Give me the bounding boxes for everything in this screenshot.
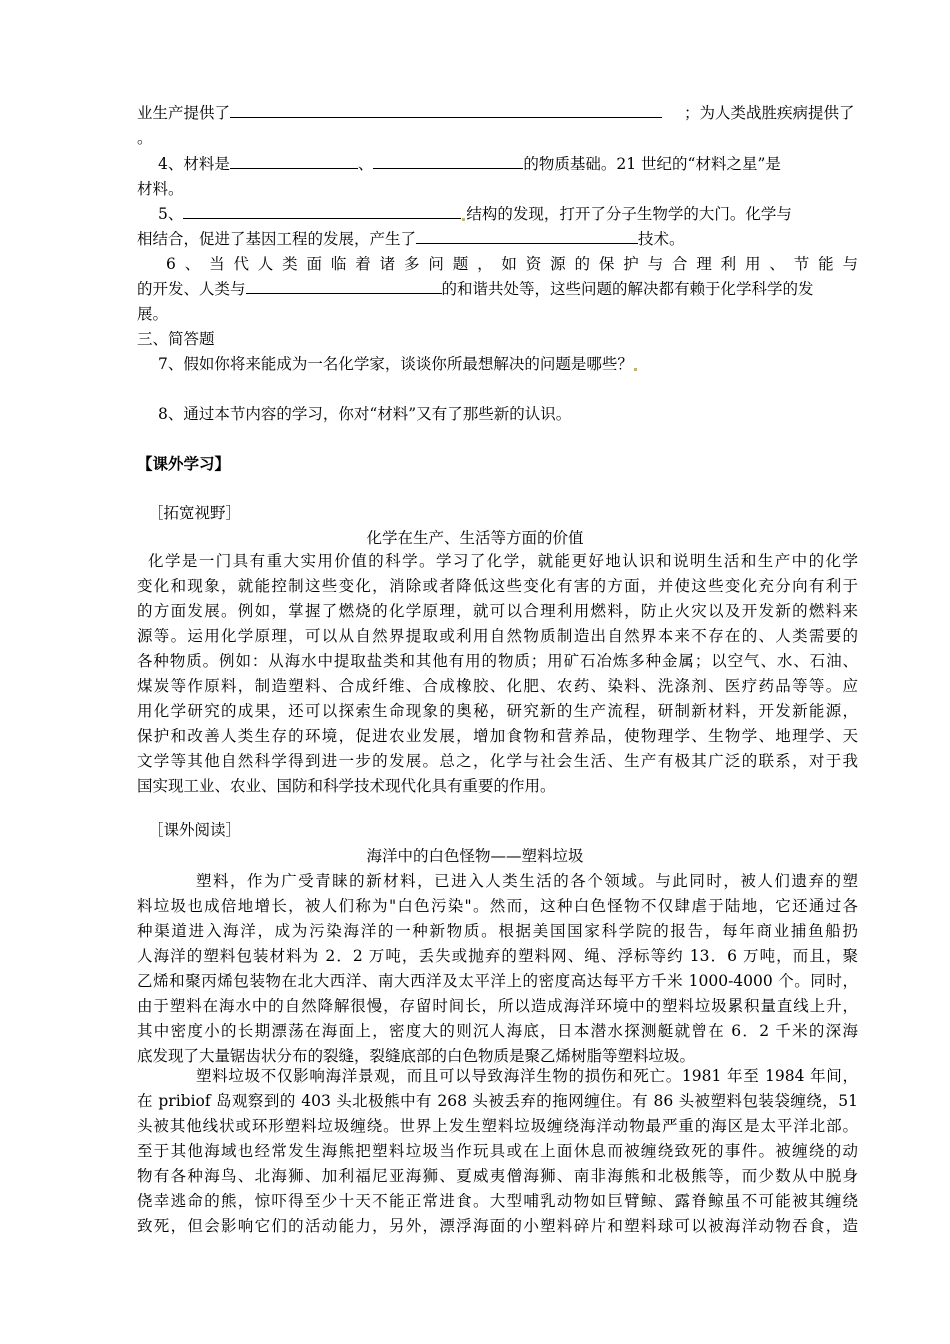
paragraph-line: 物有各种海鸟、北海狮、加利福尼亚海狮、夏威夷僧海狮、南非海熊和北极熊等，而少数从中脱身 [137,1167,858,1185]
mark-dot [462,218,465,221]
article-title: 化学在生产、生活等方面的价值 [366,529,584,547]
answer-blank[interactable] [373,154,523,169]
paragraph-line: 至于其他海域也经常发生海熊把塑料垃圾当作玩具或在上面休息而被缠绕致死的事件。被缠绕的动 [137,1142,858,1160]
text: 结构的发现，打开了分子生物学的大门。化学与 [466,205,792,223]
text: 7、假如你将来能成为一名化学家，谈谈你所最想解决的问题是哪些？ [158,355,633,373]
extra-heading: 【课外学习】 [137,454,231,473]
question-6-end [137,304,168,324]
paragraph-line: 头被其他线状或环形塑料垃圾缠绕。世界上发生塑料垃圾缠绕海洋动物最严重的海区是太平洋北部。 [137,1117,858,1135]
question-4-cont [137,179,184,199]
section-tag: ［课外阅读］ [148,821,242,839]
paragraph-line: 塑料，作为广受青睐的新材料，已进入人类生活的各个领域。与此同时，被人们遗弃的塑 [196,872,858,890]
text: ；为人类战胜疾病提供了 [684,104,855,122]
text: 业生产提供了 [137,104,231,122]
text: 6、当代人类面临着诸多问题，如资源的保护与合理利用、节能与 [166,255,858,273]
paragraph-line: 各种物质。例如：从海水中提取盐类和其他有用的物质；用矿石冶炼多种金属；以空气、水、石油、 [137,652,858,670]
paragraph-line: 源等。运用化学原理，可以从自然界提取或利用自然物质制造出自然界本来不存在的、人类需要的 [137,627,858,645]
text: 5、 [158,205,184,223]
answer-blank[interactable] [416,229,638,244]
question-8: 8、通过本节内容的学习，你对“材料”又有了那些新的认识。 [158,405,572,423]
paragraph-line: 料垃圾也成倍地增长，被人们称为"白色污染"。然而，这种白色怪物不仅肆虐于陆地，它还通过各 [137,897,858,915]
question-4 [158,154,781,174]
text: 技术。 [638,230,685,248]
answer-blank[interactable] [246,279,442,294]
text: 的和谐共处等，这些问题的解决都有赖于化学科学的发 [441,280,814,298]
text: 。 [137,129,153,147]
paragraph-line: 在 pribiof 岛观察到的 403 头北极熊中有 268 头被丢弃的拖网缠住。有 86 头被塑料包装袋缠绕，51 [137,1092,858,1110]
paragraph-line: 化学是一门具有重大实用价值的科学。学习了化学，就能更好地认识和说明生活和生产中的化学 [148,552,858,570]
text: 的开发、人类与 [137,280,246,298]
paragraph-line: 煤炭等作原料，制造塑料、合成纤维、合成橡胶、化肥、农药、染料、洗涤剂、医疗药品等等。应 [137,677,858,695]
text: 展。 [137,305,169,323]
paragraph-line: 人海洋的塑料包装材料为 2．2 万吨，丢失或抛弃的塑料网、绳、浮标等约 13．6 万吨，而且，聚 [137,947,858,965]
paragraph-line: 保护和改善人类生存的环境，促进农业发展，增加食物和营养品，使物理学、生物学、地理学、天 [137,727,858,745]
question-5 [158,204,792,224]
answer-blank[interactable] [230,103,662,118]
mark-dot [634,368,637,371]
paragraph-line: 种渠道进入海洋，成为污染海洋的一种新物质。根据美国国家科学院的报告，每年商业捕鱼船扔 [137,922,858,940]
paragraph-line: 用化学研究的成果，还可以探索生命现象的奥秘，研究新的生产流程，研制新材料，开发新能源， [137,702,858,720]
paragraph-line: 乙烯和聚丙烯包装物在北大西洋、南大西洋及太平洋上的密度高达每平方千米 1000-4000 个。同时， [137,972,858,990]
paragraph-line: 国实现工业、农业、国防和科学技术现代化具有重要的作用。 [137,777,556,795]
paragraph-line: 变化和现象，就能控制这些变化，消除或者降低这些变化有害的方面，并使这些变化充分向有利于 [137,577,858,595]
text: 4、材料是 [158,155,230,173]
paragraph-line: 由于塑料在海水中的自然降解很慢，存留时间长，所以造成海洋环境中的塑料垃圾累积量直线上升， [137,997,858,1015]
paragraph-line: 文学等其他自然科学得到进一步的发展。总之，化学与社会生活、生产有极其广泛的联系，对于我 [137,752,858,770]
text: 的物质基础。21 世纪的“材料之星”是 [523,155,781,173]
paragraph-line: 致死，但会影响它们的活动能力，另外，漂浮海面的小塑料碎片和塑料球可以被海洋动物吞食，造 [137,1217,858,1235]
question-6 [166,254,858,274]
fill-line-2 [137,128,153,148]
section-title: 三、简答题 [137,330,215,348]
paragraph-line: 其中密度小的长期漂荡在海面上，密度大的则沉人海底，日本潜水探测艇就曾在 6．2 千米的深海 [137,1022,858,1040]
paragraph-line: 塑料垃圾不仅影响海洋景观，而且可以导致海洋生物的损伤和死亡。1981 年至 1984 年间， [196,1067,858,1085]
text: 、 [357,155,374,173]
question-7 [158,354,638,374]
text: 相结合，促进了基因工程的发展，产生了 [137,230,417,248]
question-6-cont [137,279,814,299]
paragraph-line: 的方面发展。例如，掌握了燃烧的化学原理，就可以合理利用燃料，防止火灾以及开发新的燃料来 [137,602,858,620]
paragraph-line: 底发现了大量锯齿状分布的裂缝，裂缝底部的白色物质是聚乙烯树脂等塑料垃圾。 [137,1047,696,1065]
question-5-cont [137,229,685,249]
paragraph-line: 侥幸逃命的熊，惊吓得至少十天不能正常进食。大型哺乳动物如巨臂鲸、露脊鲸虽不可能被其缠绕 [137,1192,858,1210]
fill-line-1 [137,103,855,123]
answer-blank[interactable] [230,154,358,169]
text: 材料。 [137,180,184,198]
answer-blank[interactable] [183,204,461,219]
section-tag: ［拓宽视野］ [148,504,242,522]
article-title: 海洋中的白色怪物——塑料垃圾 [366,847,584,865]
